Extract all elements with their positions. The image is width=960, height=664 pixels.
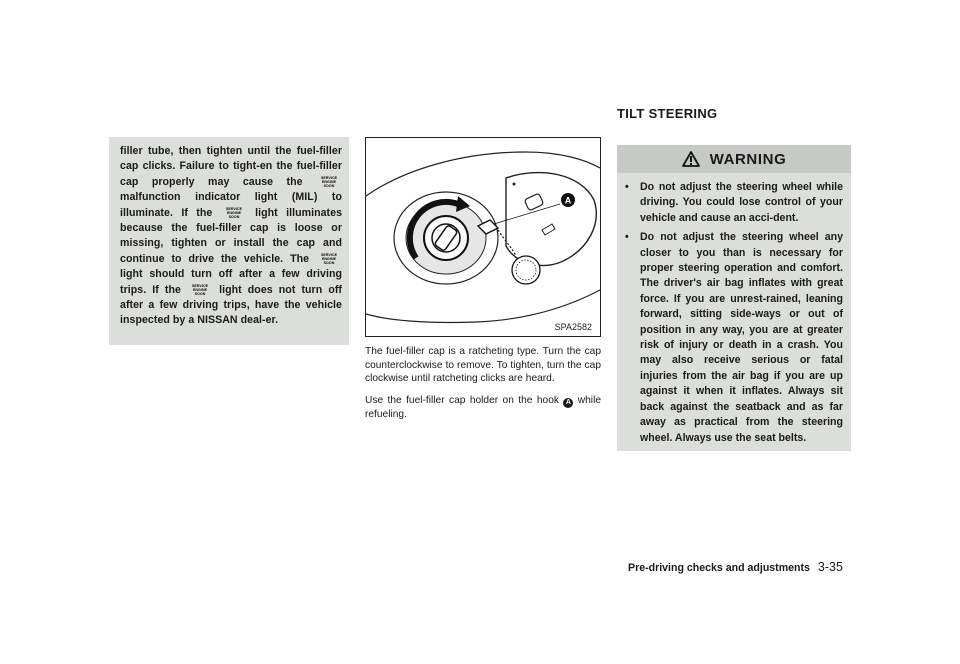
- svg-text:SERVICE: SERVICE: [225, 206, 242, 211]
- note-text-part: light does not turn off after a few driving trips, have the vehicle inspected by a NISSAN deal-er.: [120, 283, 342, 327]
- paragraph-ratchet: The fuel-filler cap is a ratcheting type. Turn the cap counterclockwise to remove. To tighten, turn the cap clockwise until ratcheting clicks are heard.: [365, 346, 601, 385]
- paragraph-holder-text-end: while refueling.: [365, 394, 601, 420]
- warning-item: [623, 230, 843, 446]
- paragraph-holder-text: Use the fuel-filler cap holder on the hook: [365, 394, 564, 406]
- svg-text:SERVICE: SERVICE: [320, 175, 338, 180]
- svg-text:SOON: SOON: [194, 291, 206, 296]
- service-engine-soon-icon: [318, 175, 340, 188]
- footer-section-name: Pre-driving checks and adjustments: [628, 562, 810, 574]
- svg-text:SERVICE: SERVICE: [192, 283, 209, 288]
- figure-code: SPA2582: [554, 322, 592, 332]
- svg-text:SOON: SOON: [228, 214, 240, 219]
- section-title: TILT STEERING: [617, 106, 718, 121]
- warning-box: [617, 145, 851, 451]
- warning-header: [617, 145, 851, 173]
- svg-text:ENGINE: ENGINE: [321, 179, 337, 184]
- service-engine-soon-icon: [318, 252, 340, 265]
- figure-callout-a: A: [564, 195, 572, 206]
- paragraph-holder: [365, 394, 601, 422]
- note-text-part: malfunction indicator light (MIL) to illuminate. If the: [120, 191, 342, 219]
- fuel-cap-illustration: [365, 137, 601, 337]
- service-engine-soon-icon: [223, 206, 245, 219]
- page-footer: [628, 560, 843, 574]
- warning-heading: WARNING: [709, 150, 787, 168]
- service-engine-soon-icon: [189, 283, 211, 296]
- svg-text:SOON: SOON: [323, 183, 335, 188]
- note-text-part: filler tube, then tighten until the fuel-filler cap clicks. Failure to tight-en the fuel-filler cap properly may cause the: [120, 145, 342, 188]
- svg-text:ENGINE: ENGINE: [321, 256, 337, 261]
- note-text-part: light illuminates because the fuel-filler cap is loose or missing, tighten or install the cap and continue to drive the vehicle. The: [120, 206, 343, 265]
- note-text-part: light should turn off after a few driving trips. If the: [120, 268, 342, 296]
- note-text: [120, 144, 342, 329]
- callout-a-marker: A: [563, 398, 573, 408]
- svg-text:ENGINE: ENGINE: [226, 210, 241, 215]
- svg-text:SOON: SOON: [323, 260, 335, 265]
- note-box: [109, 137, 349, 345]
- page-number: 3-35: [817, 560, 843, 574]
- body-text: [365, 345, 601, 429]
- warning-triangle-icon: [682, 151, 700, 167]
- svg-text:ENGINE: ENGINE: [192, 287, 208, 292]
- warning-list: [623, 180, 843, 450]
- svg-text:SERVICE: SERVICE: [320, 252, 338, 257]
- bullet: •: [625, 231, 629, 244]
- bullet: •: [625, 181, 629, 193]
- warning-item: [623, 180, 843, 226]
- warning-item-text: Do not adjust the steering wheel any closer to you than is necessary for proper steering operation and comfort. The driver's air bag inflates with great force. If you are unrest-rained, leaning forward, sitting side-ways or out of position in any way, you are at greater risk of injury or death in a crash. You may also receive serious or fatal injuries from the air bag if you are up against it when it inflates. Always sit back against the seatback and as far away as practical from the steering wheel. Always use the seat belts.: [640, 231, 843, 444]
- warning-item-text: Do not adjust the steering wheel while driving. You could lose control of your vehicle and cause an acci-dent.: [640, 181, 843, 224]
- fuel-door-drawing: [366, 138, 600, 336]
